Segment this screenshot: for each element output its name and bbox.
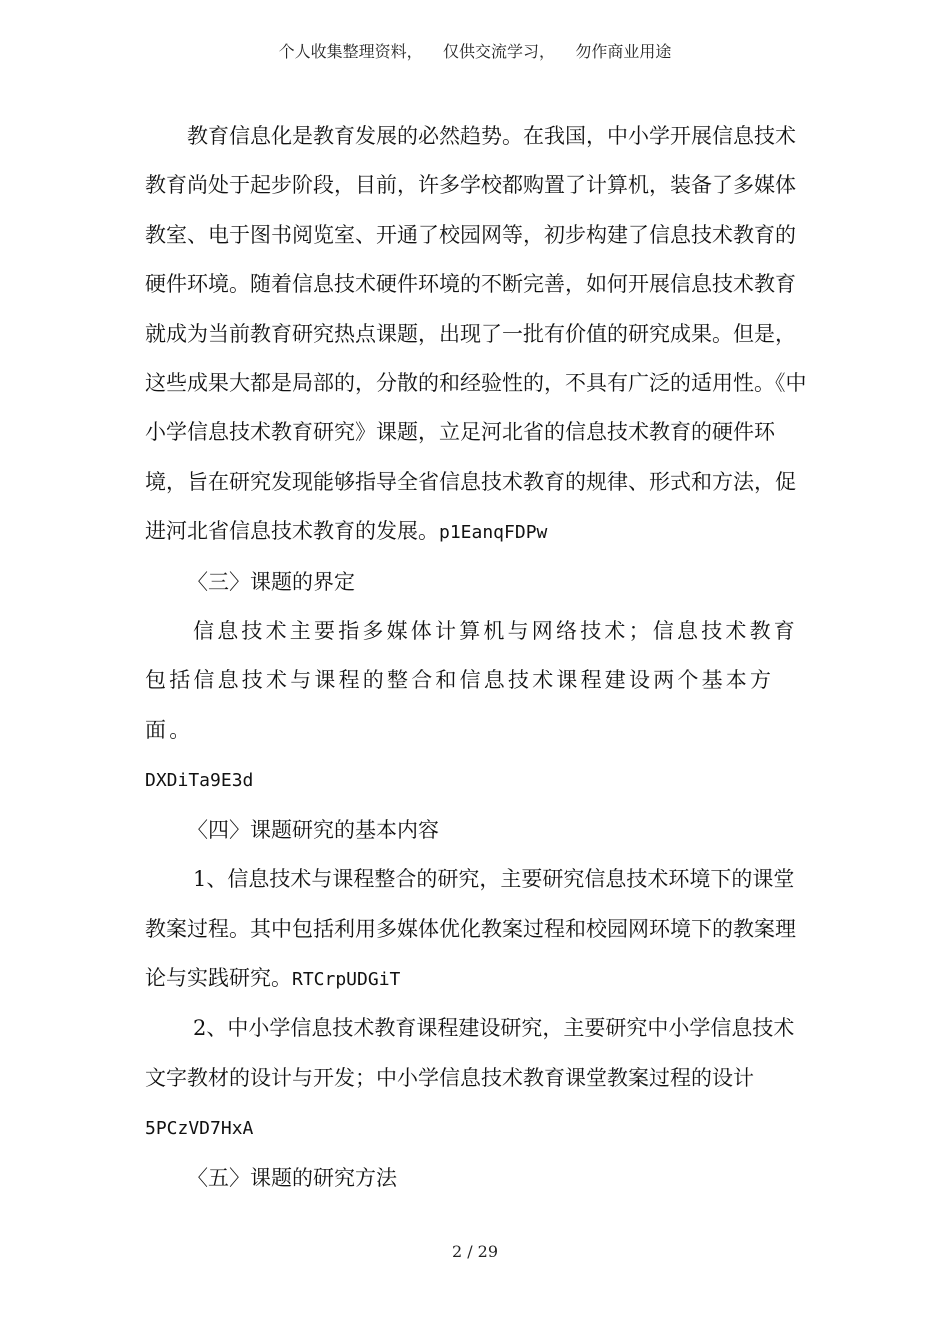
section-heading-methods: 〈五〉课题的研究方法 <box>187 1165 397 1190</box>
paragraph-code: p1EanqFDPw <box>439 522 548 544</box>
paragraph-content-item-2 <box>145 1004 807 1153</box>
paragraph-code: RTCrpUDGiT <box>292 968 401 990</box>
paragraph-text: 1、信息技术与课程整合的研究，主要研究信息技术环境下的课堂教案过程。其中包括利用多媒体优化教案过程和校园网环境下的教案理论与实践研究。 <box>145 867 796 990</box>
paragraph-code: 5PCzVD7HxA <box>145 1118 254 1140</box>
paragraph-definition <box>145 607 807 755</box>
paragraph-code: DXDiTa9E3d <box>145 770 254 792</box>
page-header: 个人收集整理资料， 仅供交流学习， 勿作商业用途 <box>278 42 672 61</box>
paragraph-text: 2、中小学信息技术教育课程建设研究，主要研究中小学信息技术文字教材的设计与开发；中小学信息技术教育课堂教案过程的设计 <box>145 1016 795 1090</box>
page-number: 2 / 29 <box>451 1242 499 1261</box>
section-heading-content: 〈四〉课题研究的基本内容 <box>187 817 439 842</box>
paragraph-background <box>145 112 807 558</box>
paragraph-code-line <box>145 755 807 805</box>
page-content <box>145 112 807 1203</box>
paragraph-text: 信息技术主要指多媒体计算机与网络技术；信息技术教育包括信息技术与课程的整合和信息技术课程建设两个基本方面。 <box>145 619 798 742</box>
section-heading-definition: 〈三〉课题的界定 <box>187 569 355 594</box>
paragraph-text: 教育信息化是教育发展的必然趋势。在我国，中小学开展信息技术教育尚处于起步阶段，目前，许多学校都购置了计算机，装备了多媒体教室、电于图书阅览室、开通了校园网等，初步构建了信息技术教育的硬件环境。随着信息技术硬件环境的不断完善，如何开展信息技术教育就成为当前教育研究热点课题，出现了一批有价值的研究成果。但是，这些成果大都是局部的，分散的和经验性的，不具有广泛的适用性。《中小学信息技术教育研究》课题，立足河北省的信息技术教育的硬件环境，旨在研究发现能够指导全省信息技术教育的规律、形式和方法，促进河北省信息技术教育的发展。 <box>145 124 807 544</box>
paragraph-content-item-1 <box>145 855 807 1004</box>
